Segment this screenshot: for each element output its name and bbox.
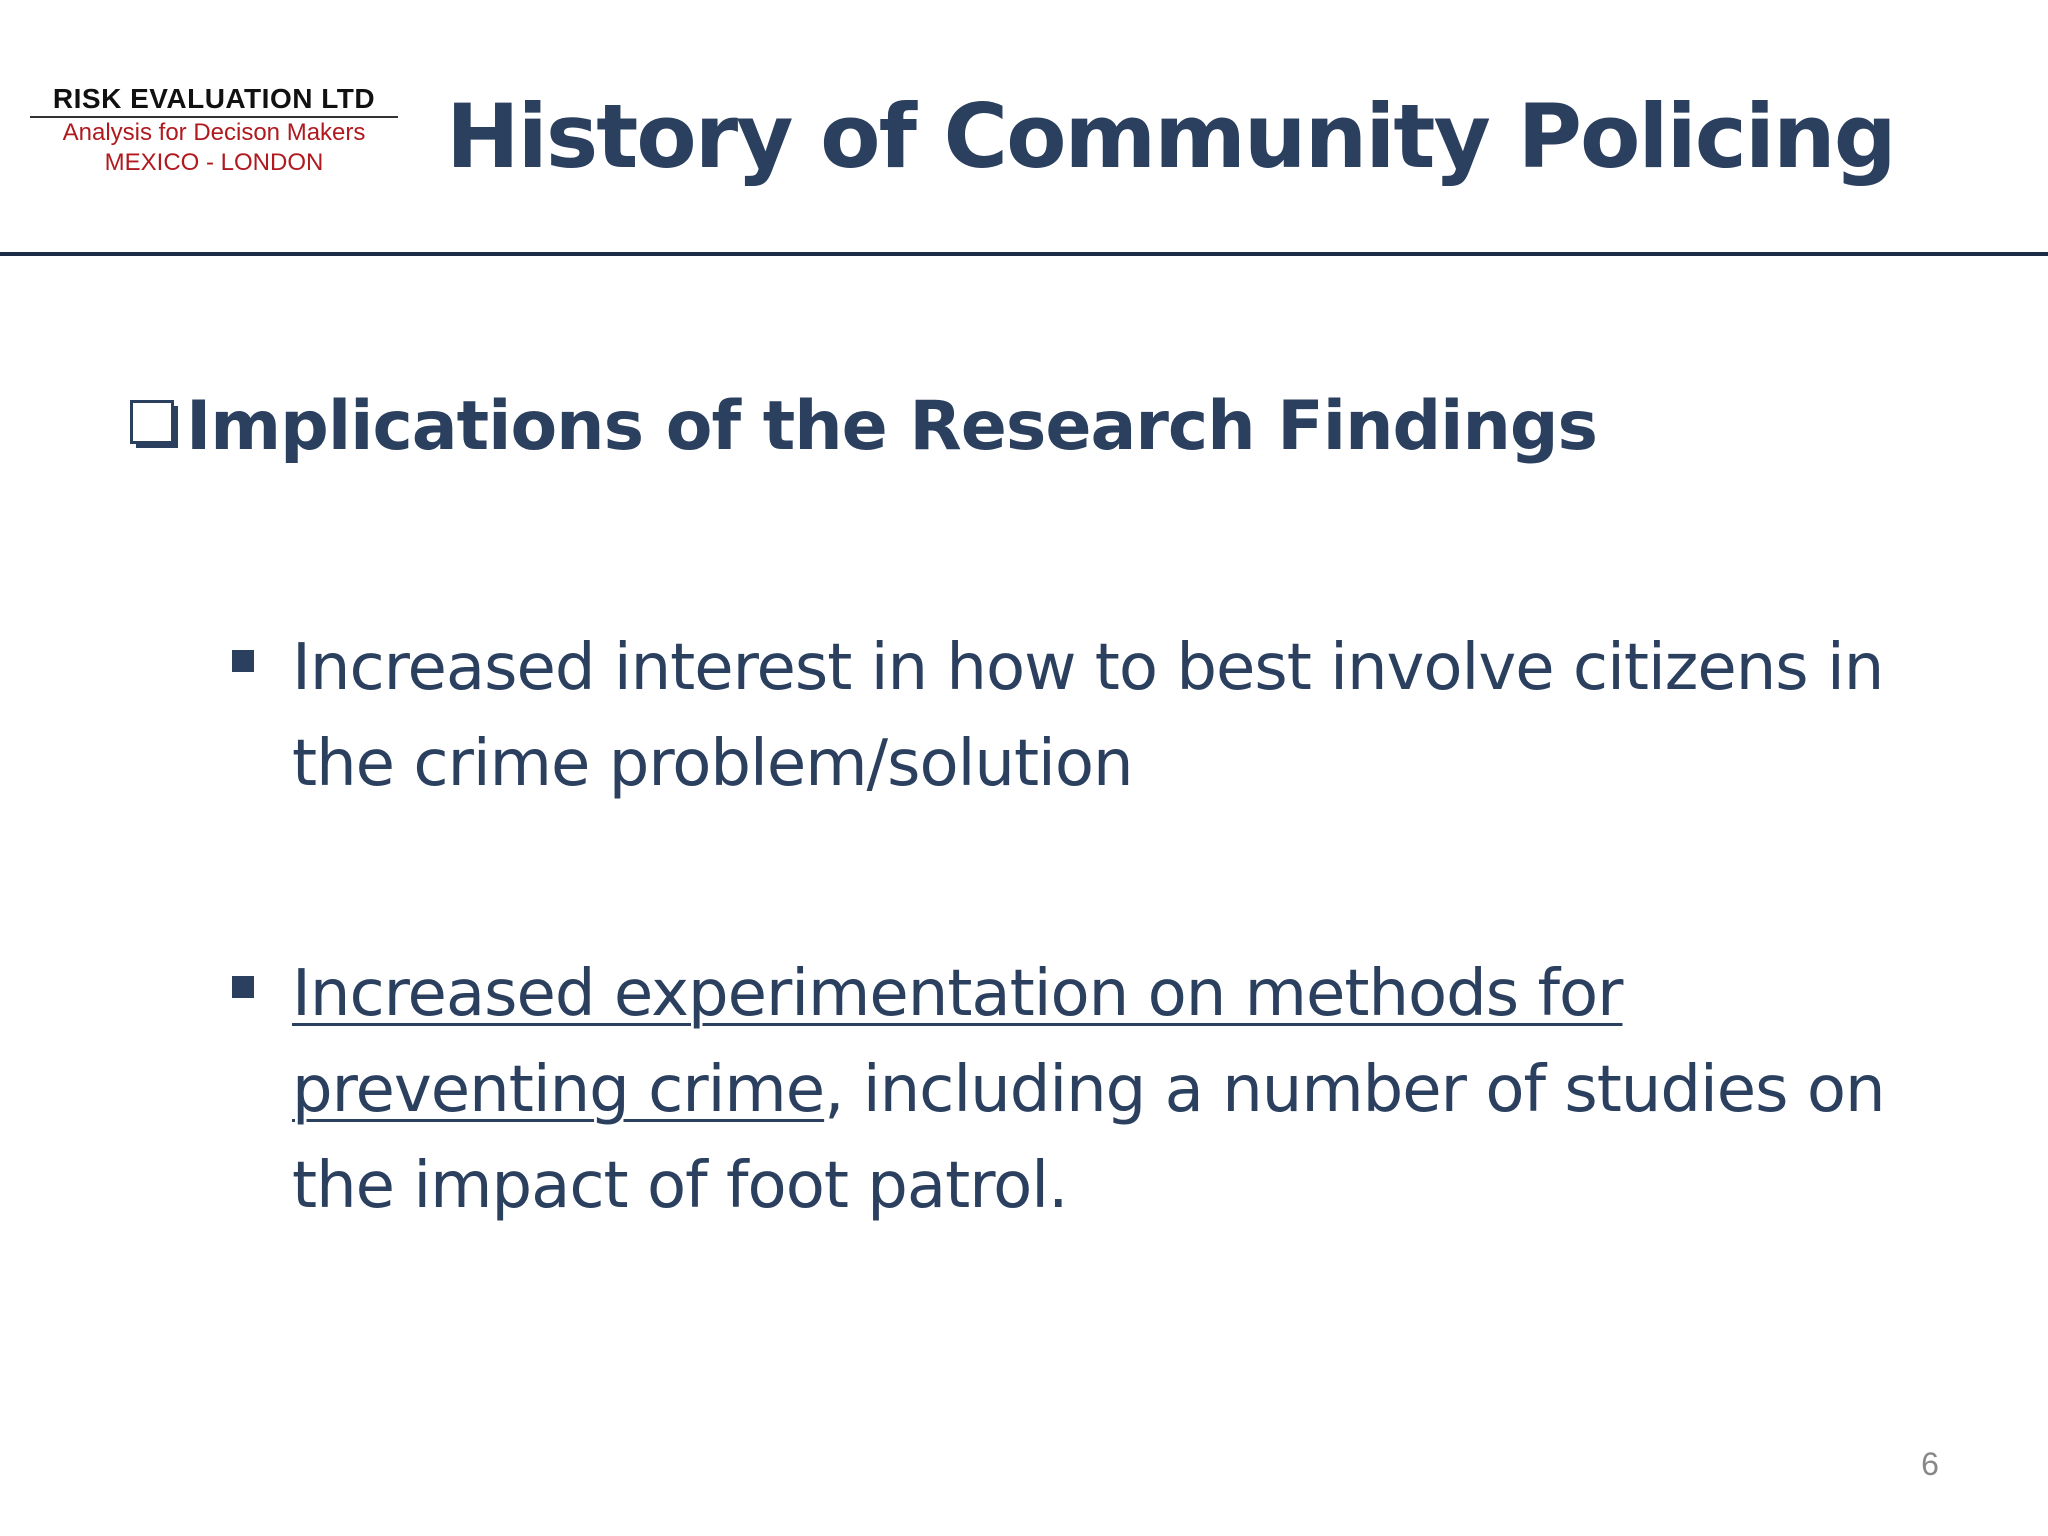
bullet-underlined-text: Increased experimentation on methods for preventing crime <box>292 957 1623 1127</box>
square-box-icon <box>130 400 178 448</box>
bullet-item-1 <box>232 620 1892 812</box>
logo-locations: MEXICO - LONDON <box>104 149 324 176</box>
title-divider <box>0 252 2048 256</box>
bullet-rest-text: , including a number of studies on the impact of foot patrol. <box>292 1053 1885 1223</box>
bullet-text-1: Increased interest in how to best involve citizens in the crime problem/solution <box>292 631 1884 801</box>
page-number: 6 <box>1921 1446 1939 1482</box>
section-heading <box>130 382 1597 472</box>
square-bullet-icon <box>232 650 254 672</box>
logo-company-name: RISK EVALUATION LTD <box>30 83 398 118</box>
slide-title: History of Community Policing <box>446 85 1895 188</box>
square-bullet-icon <box>232 976 254 998</box>
bullet-item-2 <box>232 946 1892 1234</box>
section-heading-text: Implications of the Research Findings <box>186 387 1598 466</box>
bullet-text-2 <box>292 946 1892 1234</box>
company-logo <box>30 83 398 178</box>
logo-tagline: Analysis for Decison Makers <box>62 119 366 146</box>
